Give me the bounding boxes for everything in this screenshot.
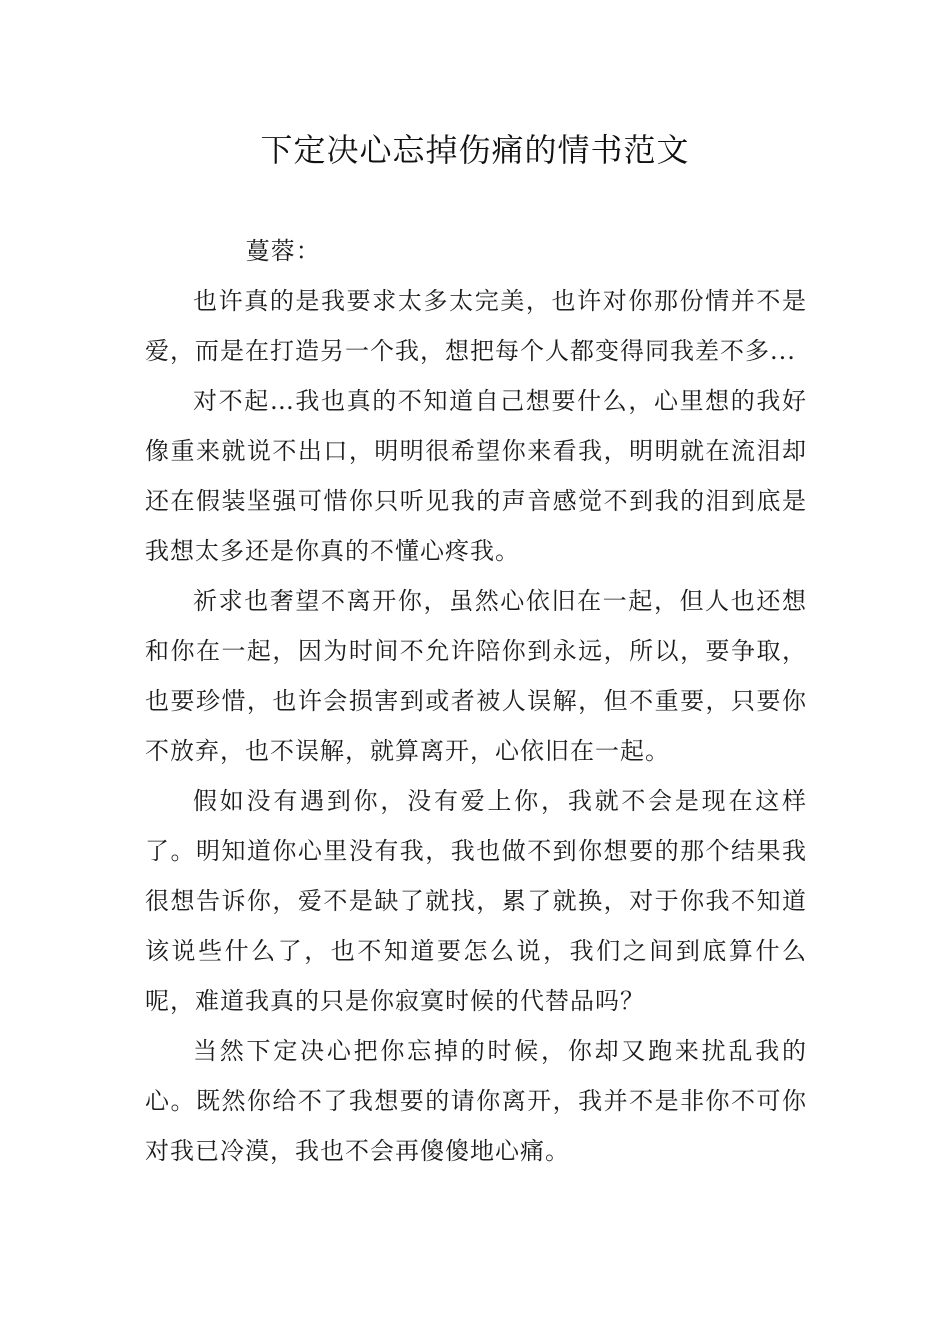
paragraph-1: 也许真的是我要求太多太完美，也许对你那份情并不是爱，而是在打造另一个我，想把每个人都变得同我差不多... (145, 287, 807, 365)
paragraph-5: 当然下定决心把你忘掉的时候，你却又跑来扰乱我的心。既然你给不了我想要的请你离开，我并不是非你不可你对我已冷漠，我也不会再傻傻地心痛。 (145, 1037, 807, 1165)
paragraph-3: 祈求也奢望不离开你，虽然心依旧在一起，但人也还想和你在一起，因为时间不允许陪你到永远，所以，要争取，也要珍惜，也许会损害到或者被人误解，但不重要，只要你不放弃，也不误解，就算离开，心依旧在一起。 (145, 587, 807, 765)
letter-body (145, 226, 807, 1176)
salutation: 蔓蓉： (245, 237, 321, 265)
paragraph-2: 对不起…我也真的不知道自己想要什么，心里想的我好像重来就说不出口，明明很希望你来看我，明明就在流泪却还在假装坚强可惜你只听见我的声音感觉不到我的泪到底是我想太多还是你真的不懂心疼我。 (145, 387, 807, 565)
paragraph-4: 假如没有遇到你，没有爱上你，我就不会是现在这样了。明知道你心里没有我，我也做不到你想要的那个结果我很想告诉你，爱不是缺了就找，累了就换，对于你我不知道该说些什么了，也不知道要怎么说，我们之间到底算什么呢，难道我真的只是你寂寞时候的代替品吗？ (145, 787, 807, 1015)
document-title: 下定决心忘掉伤痛的情书范文 (260, 131, 690, 169)
